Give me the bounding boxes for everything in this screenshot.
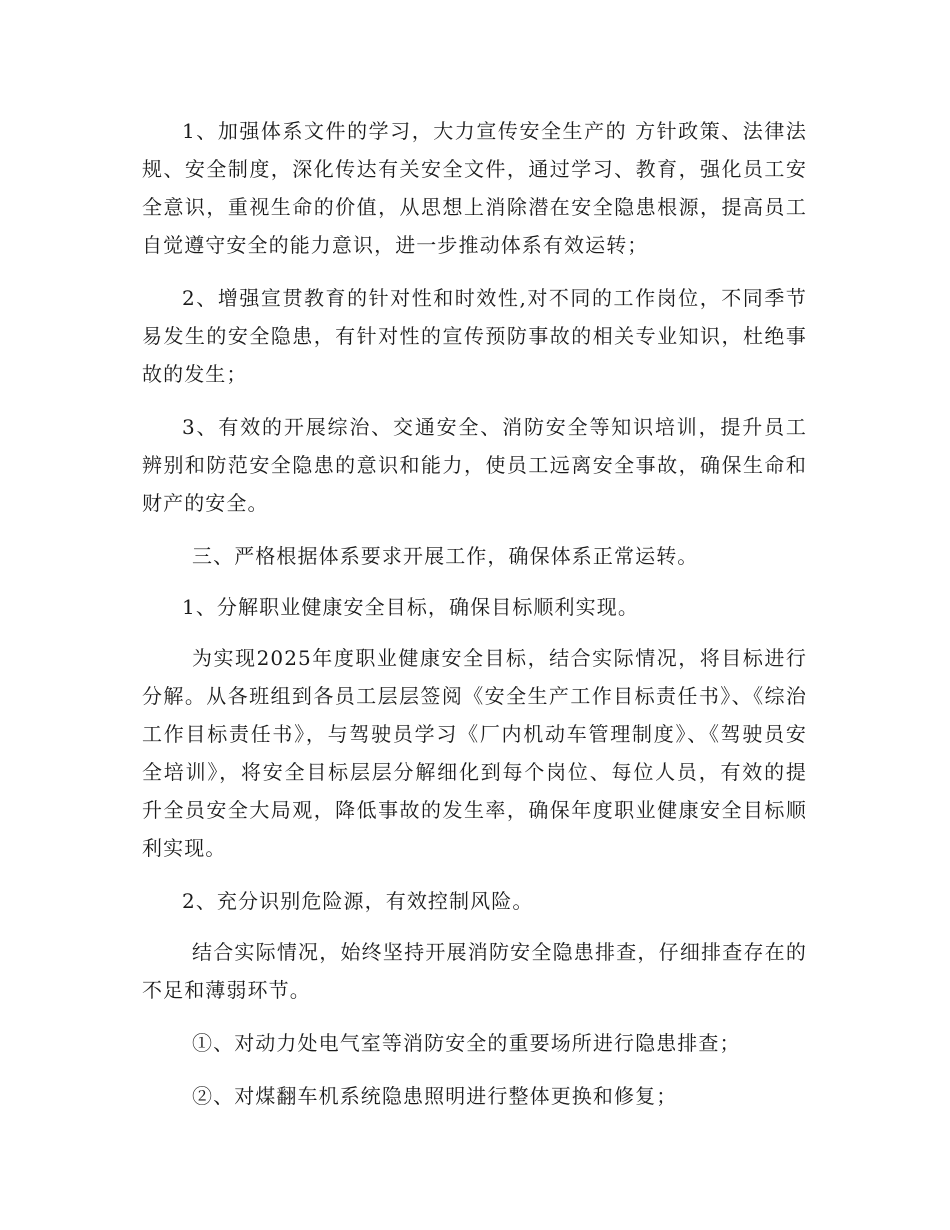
paragraph-study-documents: 1、加强体系文件的学习，大力宣传安全生产的 方针政策、法律法规、安全制度，深化传达有关安全文件，通过学习、教育，强化员工安全意识，重视生命的价值，从思想上消除潜在安全隐患根源，提高员工自觉遵守安全的能力意识，进一步推动体系有效运转；: [142, 119, 807, 257]
section-heading-system-operation: 三、严格根据体系要求开展工作，确保体系正常运转。: [192, 544, 699, 568]
list-item-electrical-room: ①、对动力处电气室等消防安全的重要场所进行隐患排查；: [192, 1031, 741, 1055]
subheading-decompose-goals: 1、分解职业健康安全目标，确保目标顺利实现。: [182, 595, 639, 619]
paragraph-hazard-inspection: 结合实际情况，始终坚持开展消防安全隐患排查，仔细排查存在的不足和薄弱环节。: [142, 940, 807, 1002]
paragraph-goal-decomposition: 为实现2025年度职业健康安全目标，结合实际情况，将目标进行分解。从各班组到各员工层层签阅《安全生产工作目标责任书》、《综治工作目标责任书》，与驾驶员学习《厂内机动车管理制度》、《驾驶员安全培训》，将安全目标层层分解细化到每个岗位、每位人员，有效的提升全员安全大局观，降低事故的发生率，确保年度职业健康安全目标顺利实现。: [142, 646, 807, 860]
list-item-lighting-repair: ②、对煤翻车机系统隐患照明进行整体更换和修复；: [192, 1084, 678, 1108]
document-body: [142, 112, 807, 1115]
paragraph-targeted-education: 2、增强宣贯教育的针对性和时效性,对不同的工作岗位，不同季节易发生的安全隐患，有针对性的宣传预防事故的相关专业知识，杜绝事故的发生；: [142, 286, 807, 386]
subheading-identify-hazards: 2、充分识别危险源，有效控制风险。: [182, 889, 534, 913]
paragraph-safety-training: 3、有效的开展综治、交通安全、消防安全等知识培训，提升员工辨别和防范安全隐患的意识和能力，使员工远离安全事故，确保生命和财产的安全。: [142, 415, 807, 515]
